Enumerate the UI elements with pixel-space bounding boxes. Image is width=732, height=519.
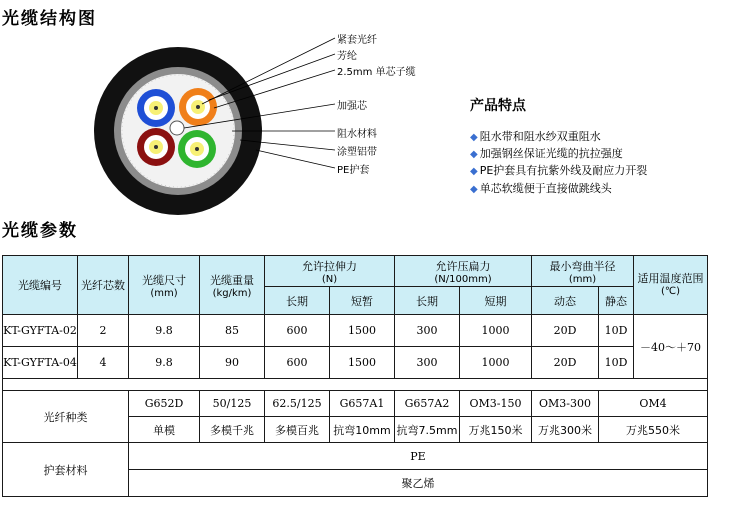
header-size: 光缆尺寸 (mm) [129, 256, 200, 315]
params-title: 光缆参数 [2, 221, 78, 241]
header-crush-long: 长期 [395, 287, 460, 315]
header-tensile-short: 短暂 [330, 287, 395, 315]
cell-code: KT-GYFTA-04 [3, 347, 78, 379]
feature-item: ◆ 加强钢丝保证光缆的抗拉强度 [470, 147, 623, 160]
jacket-code: PE [129, 443, 708, 470]
features-heading: 产品特点 [470, 98, 526, 114]
jacket-row [3, 443, 708, 470]
fiber-type: OM3-300 [532, 391, 599, 417]
spacer-cell [3, 379, 708, 391]
cable-cross-section-diagram [0, 0, 470, 215]
header-tensile-long: 长期 [265, 287, 330, 315]
callout-subcable: 2.5mm 单芯子缆 [337, 67, 416, 78]
fiber-type: G657A2 [395, 391, 460, 417]
header-tensile: 允许拉伸力 (N) [265, 256, 395, 287]
fiber-type-row [3, 391, 708, 417]
callout-tight-buffered-fiber: 紧套光纤 [337, 35, 377, 46]
cell-bend-dynamic: 20D [532, 315, 599, 347]
cell-tensile-long: 600 [265, 315, 330, 347]
feature-item: ◆ PE护套具有抗紫外线及耐应力开裂 [470, 164, 648, 177]
fiber-type: OM3-150 [460, 391, 532, 417]
cell-tensile-short: 1500 [330, 347, 395, 379]
header-weight: 光缆重量 (kg/km) [200, 256, 265, 315]
callout-water-blocking: 阻水材料 [337, 129, 377, 140]
cable-parameters-table [2, 255, 708, 497]
fiber-type: OM4 [599, 391, 708, 417]
cell-crush-long: 300 [395, 315, 460, 347]
subcable-red-core [154, 145, 158, 149]
header-fiber-count: 光纤芯数 [78, 256, 129, 315]
header-code: 光缆编号 [3, 256, 78, 315]
fiber-type: G652D [129, 391, 200, 417]
header-crush-short: 短期 [460, 287, 532, 315]
cell-temp-range: －40～＋70 [634, 315, 708, 379]
cell-weight: 85 [200, 315, 265, 347]
cell-crush-short: 1000 [460, 347, 532, 379]
jacket-name: 聚乙烯 [129, 470, 708, 497]
cell-fibers: 2 [78, 315, 129, 347]
cell-crush-short: 1000 [460, 315, 532, 347]
cell-bend-dynamic: 20D [532, 347, 599, 379]
fiber-type-desc: 多模百兆 [265, 417, 330, 443]
diamond-bullet-icon: ◆ [470, 166, 478, 177]
subcable-orange-core [196, 105, 200, 109]
cell-tensile-short: 1500 [330, 315, 395, 347]
cell-fibers: 4 [78, 347, 129, 379]
subcable-green-core [195, 147, 199, 151]
fiber-type: 50/125 [200, 391, 265, 417]
fiber-type: 62.5/125 [265, 391, 330, 417]
cell-weight: 90 [200, 347, 265, 379]
cell-crush-long: 300 [395, 347, 460, 379]
diamond-bullet-icon: ◆ [470, 132, 478, 143]
cell-code: KT-GYFTA-02 [3, 315, 78, 347]
header-temp: 适用温度范围 (℃) [634, 256, 708, 315]
fiber-type-desc: 万兆550米 [599, 417, 708, 443]
central-strength-member [170, 121, 184, 135]
feature-item: ◆ 单芯软缆便于直接做跳线头 [470, 182, 612, 195]
jacket-label: 护套材料 [3, 443, 129, 497]
table-row [3, 315, 708, 347]
diamond-bullet-icon: ◆ [470, 184, 478, 195]
header-bend-static: 静态 [599, 287, 634, 315]
subcable-blue-core [154, 106, 158, 110]
table-spacer-row [3, 379, 708, 391]
table-row [3, 347, 708, 379]
fiber-type-desc: 单模 [129, 417, 200, 443]
callout-pe-sheath: PE护套 [337, 165, 370, 176]
diagram-title: 光缆结构图 [2, 9, 97, 29]
fiber-type-desc: 万兆300米 [532, 417, 599, 443]
cell-bend-static: 10D [599, 347, 634, 379]
cell-size: 9.8 [129, 315, 200, 347]
cell-size: 9.8 [129, 347, 200, 379]
feature-item: ◆ 阻水带和阻水纱双重阻水 [470, 130, 601, 143]
callout-aramid: 芳纶 [337, 51, 357, 62]
fiber-type: G657A1 [330, 391, 395, 417]
fiber-type-desc: 抗弯7.5mm [395, 417, 460, 443]
diamond-bullet-icon: ◆ [470, 149, 478, 160]
cell-bend-static: 10D [599, 315, 634, 347]
callout-aluminum-tape: 涂塑铝带 [337, 147, 377, 158]
header-bend: 最小弯曲半径 (mm) [532, 256, 634, 287]
fiber-type-label: 光纤种类 [3, 391, 129, 443]
fiber-type-desc: 抗弯10mm [330, 417, 395, 443]
callout-strength-member: 加强芯 [337, 101, 367, 112]
header-crush: 允许压扁力 (N/100mm) [395, 256, 532, 287]
fiber-type-desc: 多模千兆 [200, 417, 265, 443]
fiber-type-desc: 万兆150米 [460, 417, 532, 443]
header-bend-dynamic: 动态 [532, 287, 599, 315]
cell-tensile-long: 600 [265, 347, 330, 379]
